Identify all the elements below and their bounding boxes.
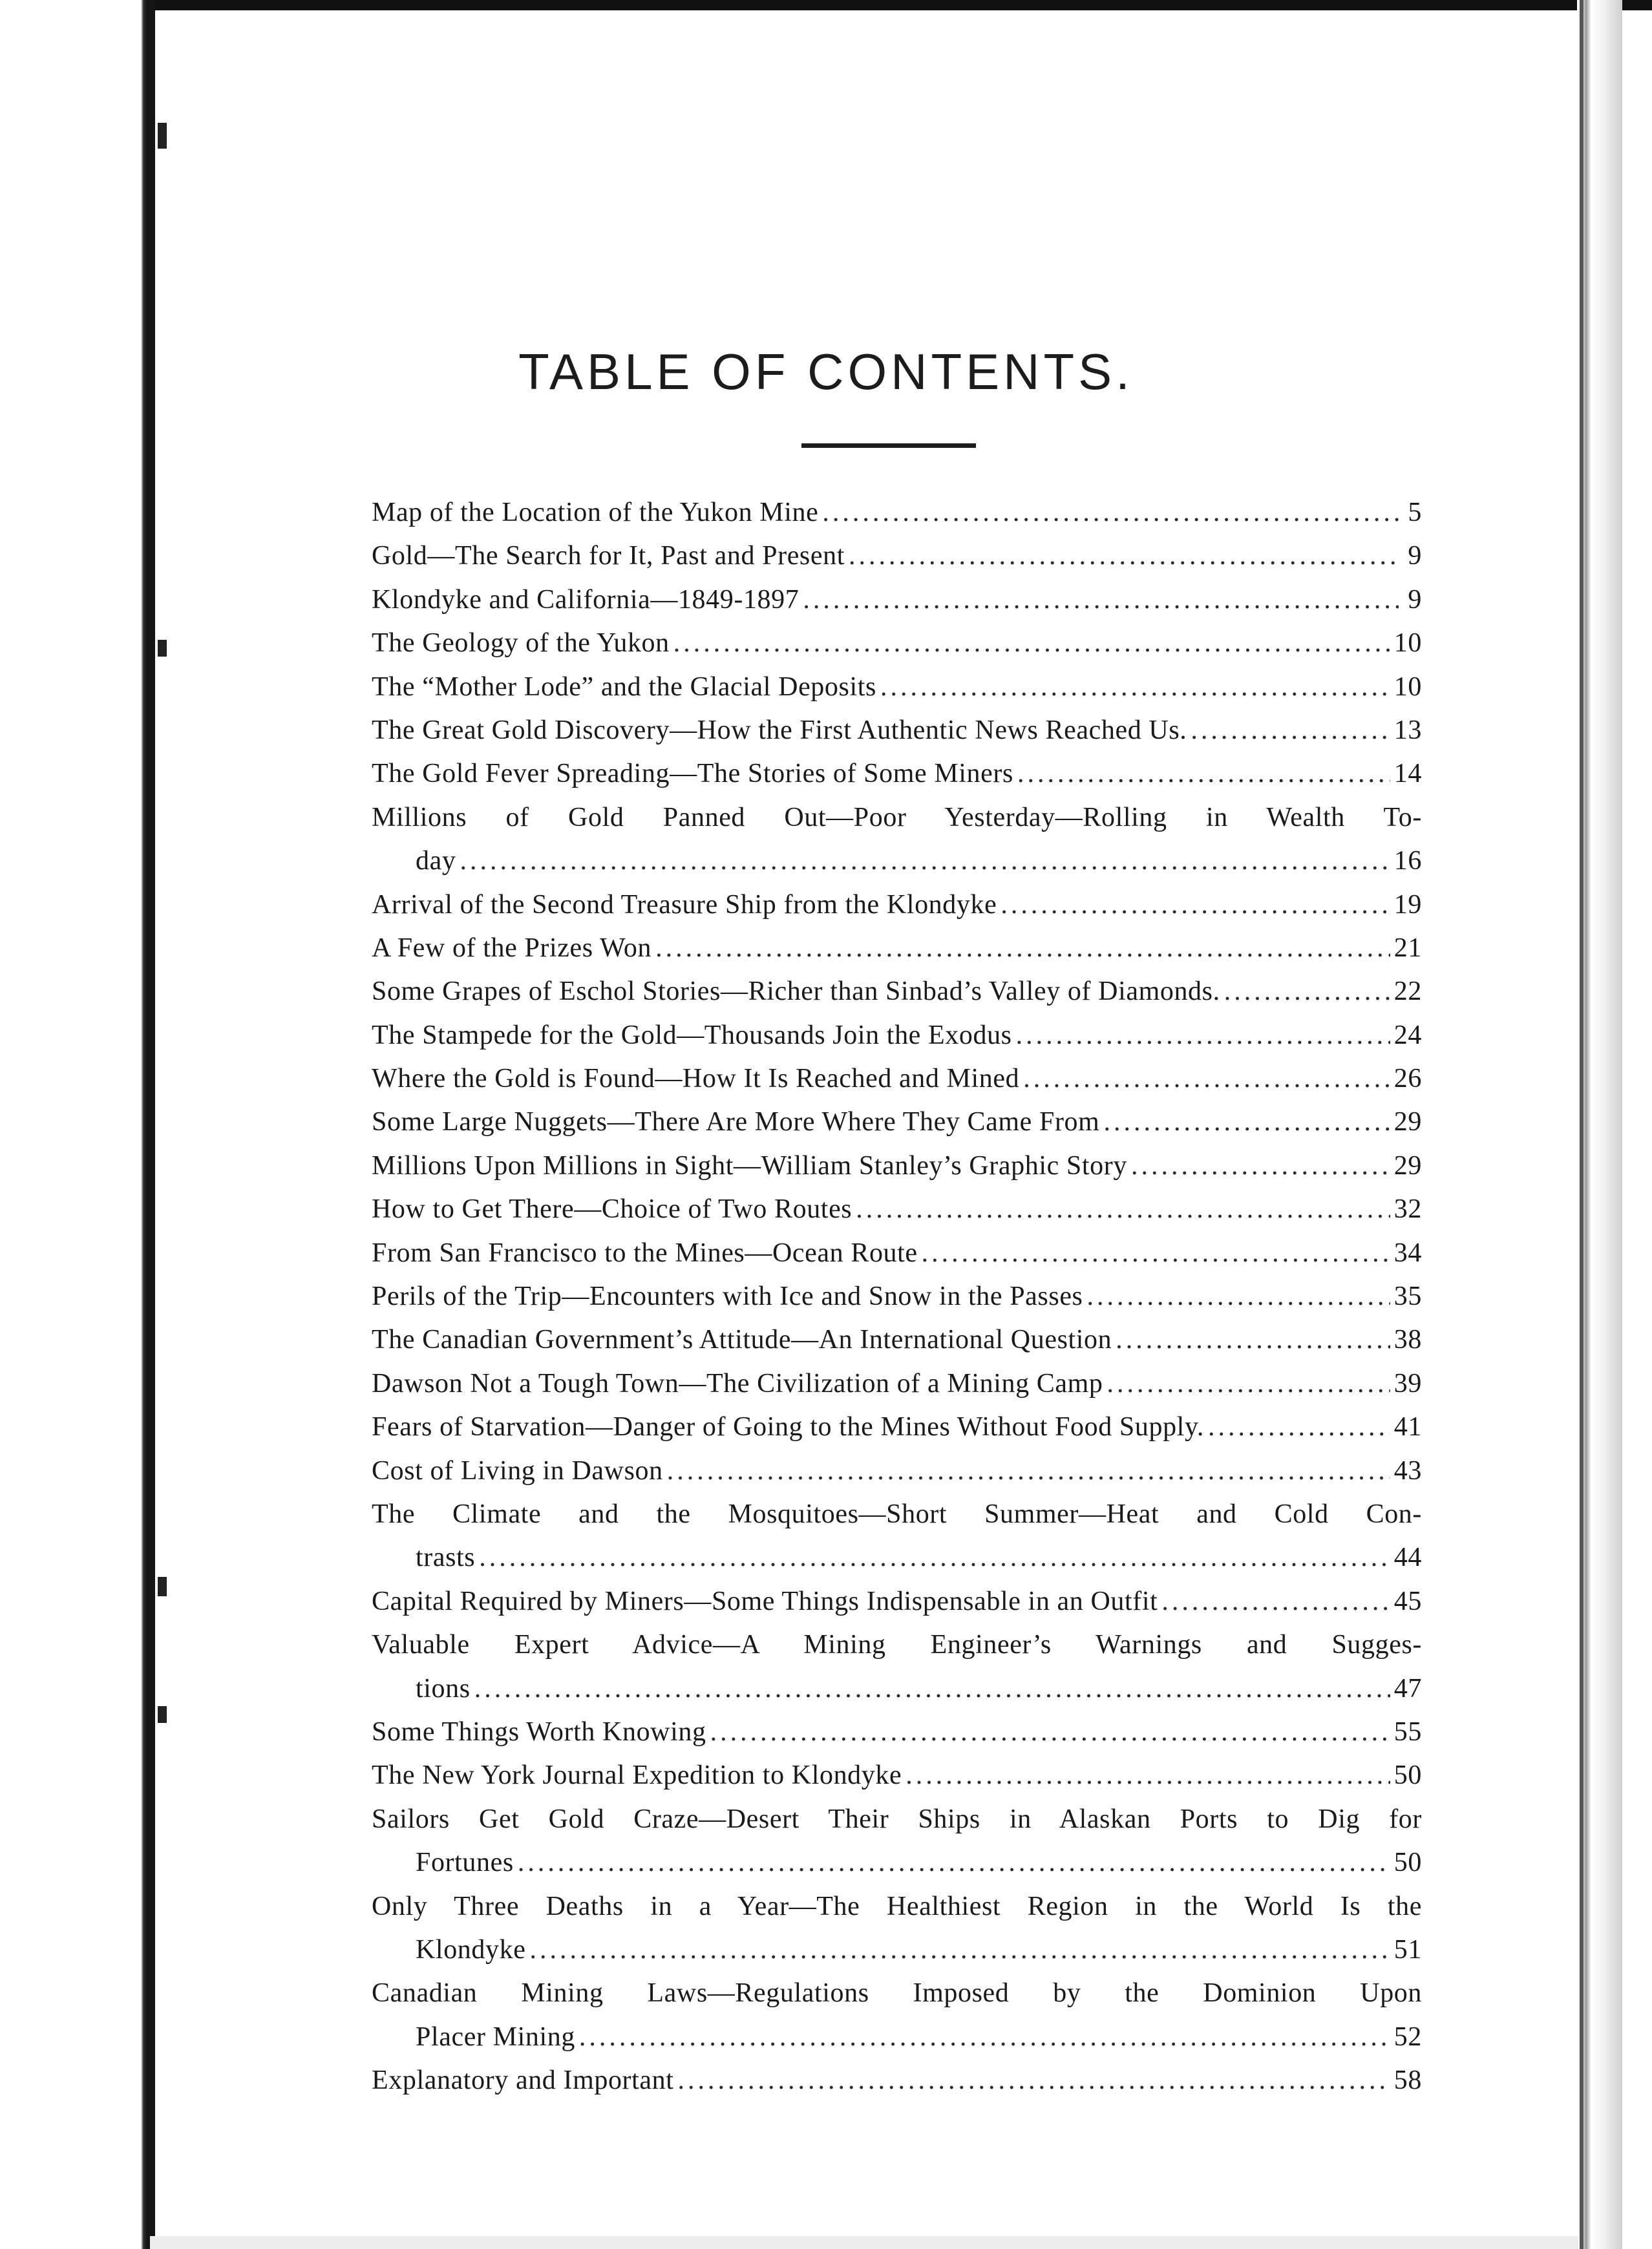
toc-entry-title: Fortunes [416, 1848, 514, 1878]
toc-entry [372, 883, 1422, 927]
toc-entry [372, 578, 1422, 622]
dot-leader [655, 927, 1390, 970]
toc-entry-continuation [372, 2016, 1422, 2059]
toc-entry [372, 1362, 1422, 1406]
toc-entry-continuation [372, 1841, 1422, 1885]
toc-page-number: 39 [1393, 1368, 1422, 1399]
toc-entry [372, 534, 1422, 578]
toc-entry [372, 1450, 1422, 1493]
toc-entry-title: Explanatory and Important [372, 2065, 674, 2096]
toc-page-number: 50 [1393, 1760, 1422, 1791]
dot-leader [822, 491, 1399, 534]
toc-entry [372, 622, 1422, 665]
dot-leader [1103, 1101, 1390, 1144]
scan-bottom-shadow [150, 2236, 1578, 2249]
toc-entry-title: Only Three Deaths in a Year—The Healthiest Region in the World Is the [372, 1891, 1422, 1921]
toc-entry-title: Some Things Worth Knowing [372, 1716, 706, 1747]
toc-page-number: 22 [1393, 977, 1422, 1007]
dot-leader [1023, 1057, 1390, 1101]
dot-leader [1107, 1362, 1390, 1406]
dot-leader [479, 1536, 1390, 1579]
toc-entry-title: Capital Required by Miners—Some Things Indispensable in an Outfit [372, 1586, 1158, 1616]
toc-entry [372, 1318, 1422, 1362]
toc-entry [372, 1275, 1422, 1318]
toc-entry-title: Klondyke [416, 1934, 526, 1965]
toc-entry-title: Cost of Living in Dawson [372, 1455, 663, 1486]
dot-leader [529, 1928, 1390, 1972]
toc-entry [372, 1580, 1422, 1623]
toc-entry [372, 1101, 1422, 1144]
toc-page-number: 58 [1393, 2065, 1422, 2096]
toc-entry-title: Fears of Starvation—Danger of Going to the Mines Without Food Supply. [372, 1412, 1204, 1442]
toc-entry-title: The “Mother Lode” and the Glacial Deposits [372, 671, 876, 702]
toc-entry-title: trasts [416, 1543, 476, 1573]
toc-entry-title: The Stampede for the Gold—Thousands Join the Exodus [372, 1020, 1012, 1050]
toc-entry [372, 491, 1422, 534]
toc-page-number: 21 [1393, 933, 1422, 963]
binding-marks [158, 0, 171, 2249]
toc-entry [372, 1188, 1422, 1231]
toc-entry [372, 666, 1422, 709]
toc-entry-title: Where the Gold is Found—How It Is Reached and Mined [372, 1064, 1020, 1094]
toc-page-number: 24 [1393, 1020, 1422, 1050]
toc-entry [372, 1798, 1422, 1841]
toc-entry-title: Millions Upon Millions in Sight—William Stanley’s Graphic Story [372, 1150, 1127, 1181]
toc-entry-title: Map of the Location of the Yukon Mine [372, 498, 819, 527]
toc-page-number: 10 [1393, 628, 1422, 659]
dot-leader [1017, 752, 1390, 796]
toc-page-number: 41 [1393, 1412, 1422, 1442]
toc-entry [372, 1885, 1422, 1928]
dot-leader [673, 622, 1390, 665]
toc-entry-continuation [372, 839, 1422, 883]
toc-entry [372, 1057, 1422, 1101]
toc-entry-title: Placer Mining [416, 2022, 575, 2052]
dot-leader [1208, 1406, 1390, 1449]
toc-entry-title: The Climate and the Mosquitoes—Short Summer—Heat and Cold Con- [372, 1499, 1422, 1529]
toc-entry [372, 752, 1422, 796]
dot-leader [922, 1232, 1390, 1275]
toc-entry-title: Canadian Mining Laws—Regulations Imposed by the Dominion Upon [372, 1978, 1422, 2009]
toc-page-number: 32 [1393, 1194, 1422, 1225]
toc-entry-title: Perils of the Trip—Encounters with Ice and Snow in the Passes [372, 1282, 1083, 1312]
toc-entry-title: Sailors Get Gold Craze—Desert Their Ships in Alaskan Ports to Dig for [372, 1804, 1422, 1834]
scan-top-edge [0, 0, 1652, 10]
dot-leader [849, 534, 1399, 578]
toc-entry-title: Valuable Expert Advice—A Mining Engineer’s Warnings and Sugges- [372, 1630, 1422, 1660]
table-of-contents [372, 491, 1422, 2102]
toc-entry-title: Some Large Nuggets—There Are More Where They Came From [372, 1107, 1100, 1137]
toc-page-number: 43 [1393, 1455, 1422, 1486]
toc-page-number: 47 [1393, 1673, 1422, 1704]
toc-page-number: 9 [1408, 541, 1422, 571]
toc-entry-title: How to Get There—Choice of Two Routes [372, 1194, 852, 1225]
toc-page-number: 16 [1393, 846, 1422, 876]
dot-leader [1116, 1318, 1390, 1362]
toc-entry-title: day [416, 846, 456, 876]
dot-leader [1191, 709, 1390, 752]
toc-page-number: 19 [1393, 889, 1422, 920]
dot-leader [579, 2016, 1390, 2059]
scan-left-edge [0, 0, 150, 2249]
toc-page-number: 13 [1393, 715, 1422, 745]
page-title: TABLE OF CONTENTS. [518, 343, 1134, 400]
dot-leader [667, 1450, 1390, 1493]
page-edge-line [1580, 0, 1583, 2249]
toc-entry [372, 1493, 1422, 1536]
toc-entry [372, 970, 1422, 1013]
toc-entry-title: Gold—The Search for It, Past and Present [372, 541, 845, 571]
toc-page-number: 38 [1393, 1325, 1422, 1355]
toc-page-number: 44 [1393, 1543, 1422, 1573]
toc-entry-title: Dawson Not a Tough Town—The Civilization of a Mining Camp [372, 1368, 1103, 1399]
toc-entry-title: A Few of the Prizes Won [372, 933, 652, 963]
toc-entry-title: The New York Journal Expedition to Klondyke [372, 1760, 902, 1791]
toc-entry [372, 1972, 1422, 2015]
toc-entry-continuation [372, 1928, 1422, 1972]
toc-entry [372, 1232, 1422, 1275]
toc-entry-title: Arrival of the Second Treasure Ship from the Klondyke [372, 889, 997, 920]
dot-leader [880, 666, 1390, 709]
toc-page-number: 34 [1393, 1238, 1422, 1268]
toc-entry-title: Klondyke and California—1849-1897 [372, 584, 800, 615]
toc-page-number: 45 [1393, 1586, 1422, 1616]
toc-entry-title: The Great Gold Discovery—How the First Authentic News Reached Us. [372, 715, 1187, 745]
toc-entry [372, 1623, 1422, 1667]
scan-right-edge [1577, 0, 1622, 2249]
toc-entry [372, 927, 1422, 970]
dot-leader [1161, 1580, 1390, 1623]
toc-entry [372, 709, 1422, 752]
toc-entry-title: The Gold Fever Spreading—The Stories of Some Miners [372, 759, 1013, 789]
dot-leader [1087, 1275, 1390, 1318]
dot-leader [1001, 883, 1390, 927]
toc-page-number: 26 [1393, 1064, 1422, 1094]
toc-page-number: 50 [1393, 1848, 1422, 1878]
dot-leader [678, 2059, 1390, 2102]
toc-page-number: 29 [1393, 1150, 1422, 1181]
dot-leader [1224, 970, 1390, 1013]
dot-leader [856, 1188, 1390, 1231]
toc-page-number: 10 [1393, 671, 1422, 702]
toc-entry-continuation [372, 1536, 1422, 1579]
title-rule [801, 443, 976, 448]
toc-entry [372, 2059, 1422, 2102]
toc-entry-title: From San Francisco to the Mines—Ocean Route [372, 1238, 918, 1268]
toc-page-number: 5 [1408, 498, 1422, 527]
toc-entry-title: Some Grapes of Eschol Stories—Richer than Sinbad’s Valley of Diamonds. [372, 977, 1220, 1007]
toc-page-number: 14 [1393, 759, 1422, 789]
toc-page-number: 9 [1408, 584, 1422, 615]
toc-page-number: 29 [1393, 1107, 1422, 1137]
toc-entry-title: tions [416, 1673, 471, 1704]
toc-entry [372, 1014, 1422, 1057]
toc-page-number: 35 [1393, 1282, 1422, 1312]
dot-leader [905, 1754, 1390, 1797]
toc-entry [372, 1145, 1422, 1188]
toc-entry-title: The Geology of the Yukon [372, 628, 670, 659]
toc-entry-continuation [372, 1667, 1422, 1711]
dot-leader [1131, 1145, 1390, 1188]
binding-fold [146, 0, 155, 2249]
toc-entry-title: Millions of Gold Panned Out—Poor Yesterday—Rolling in Wealth To- [372, 802, 1422, 832]
toc-entry [372, 1711, 1422, 1754]
dot-leader [710, 1711, 1390, 1754]
toc-page-number: 52 [1393, 2022, 1422, 2052]
dot-leader [1016, 1014, 1390, 1057]
dot-leader [474, 1667, 1390, 1711]
toc-page-number: 51 [1393, 1934, 1422, 1965]
toc-entry [372, 1406, 1422, 1449]
toc-page-number: 55 [1393, 1716, 1422, 1747]
toc-entry [372, 796, 1422, 839]
dot-leader [460, 839, 1390, 883]
toc-entry [372, 1754, 1422, 1797]
dot-leader [518, 1841, 1390, 1885]
toc-entry-title: The Canadian Government’s Attitude—An International Question [372, 1325, 1112, 1355]
dot-leader [803, 578, 1399, 622]
